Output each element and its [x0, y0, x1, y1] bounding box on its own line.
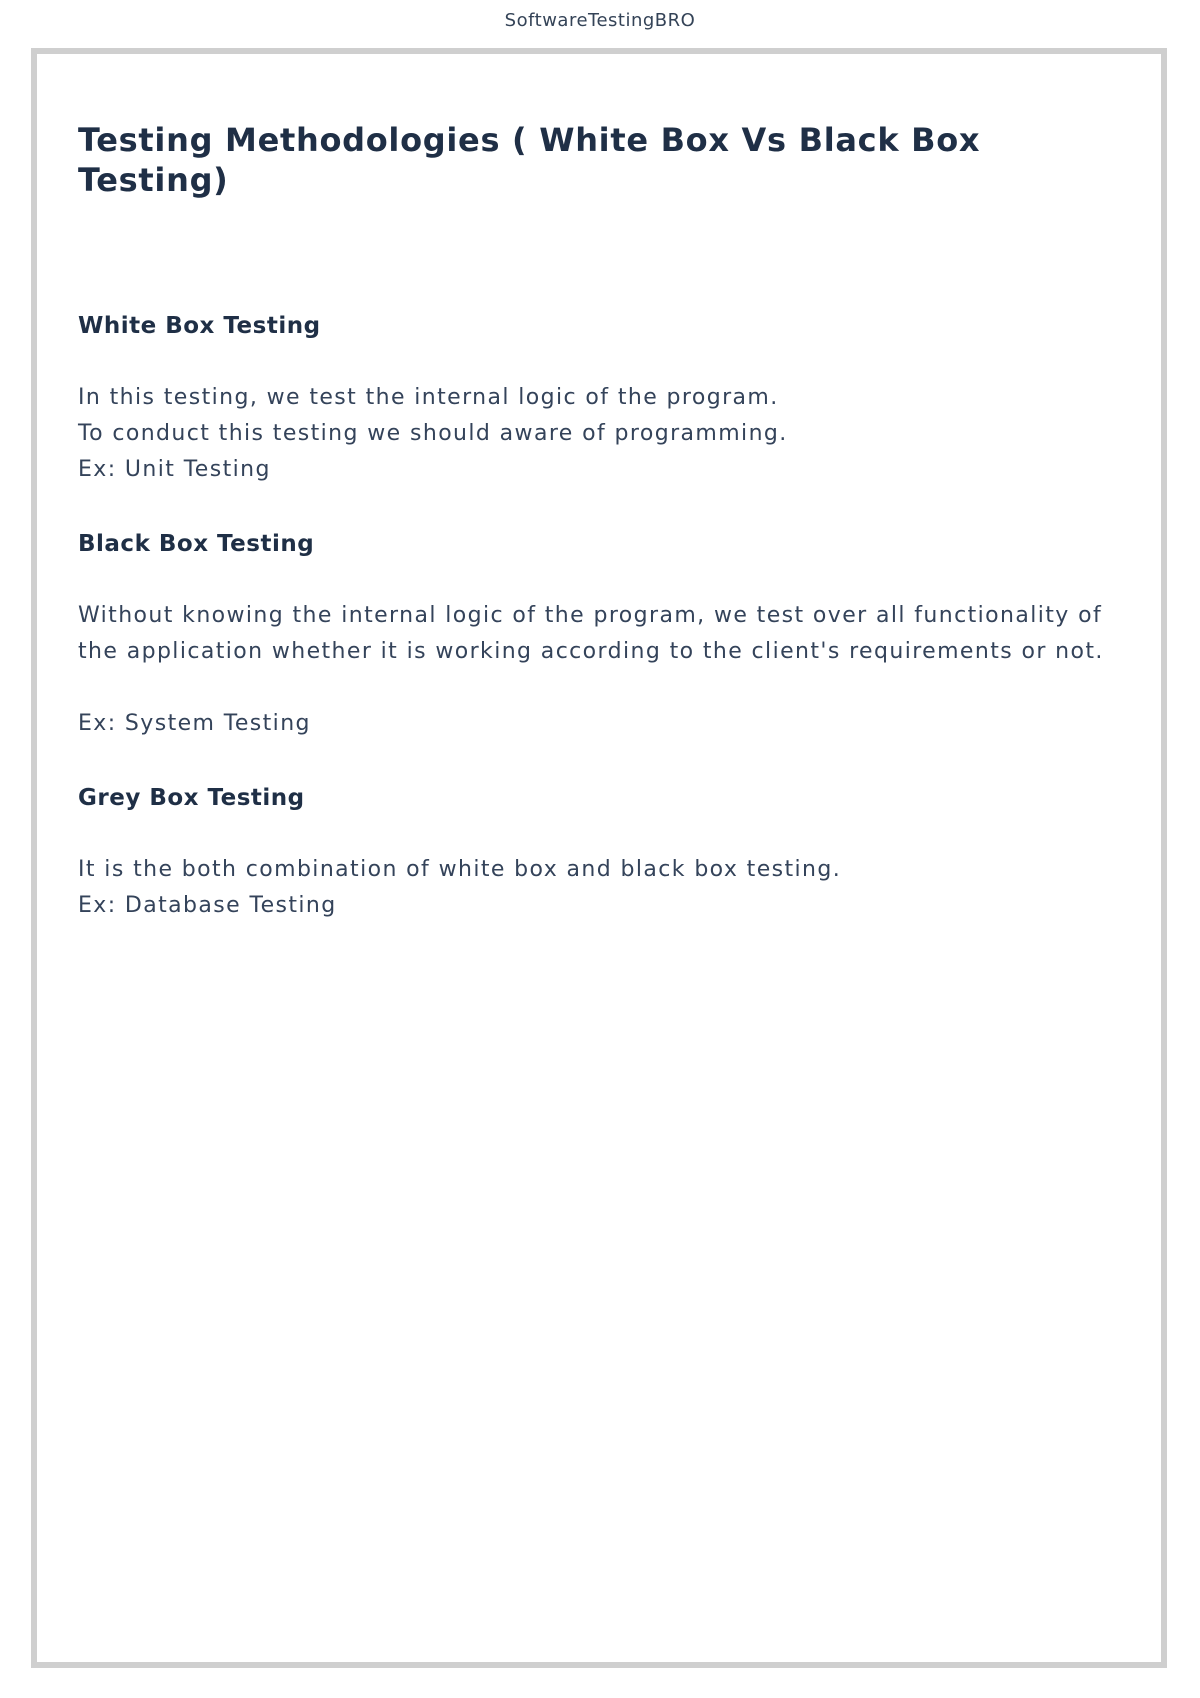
- body-line: the application whether it is working according to the client's requirements or not.: [78, 639, 1104, 664]
- document-title: Testing Methodologies ( White Box Vs Black Box Testing): [78, 121, 981, 199]
- section-heading: Grey Box Testing: [78, 785, 305, 811]
- body-line: To conduct this testing we should aware of programming.: [78, 421, 788, 446]
- example-line: Ex: Unit Testing: [78, 457, 271, 482]
- blank-line: [78, 670, 1138, 706]
- example-line: Ex: Database Testing: [78, 893, 337, 918]
- section-heading: White Box Testing: [78, 313, 321, 339]
- section-heading: Black Box Testing: [78, 531, 315, 557]
- site-header: SoftwareTestingBRO: [504, 10, 696, 31]
- body-line: Without knowing the internal logic of the program, we test over all functionality of: [78, 603, 1103, 628]
- section-grey-box-testing: [78, 782, 1138, 924]
- section-white-box-testing: [78, 310, 1138, 488]
- document-content: [78, 120, 1138, 918]
- section-black-box-testing: [78, 528, 1138, 742]
- body-line: It is the both combination of white box and black box testing.: [78, 857, 842, 882]
- example-line: Ex: System Testing: [78, 711, 311, 736]
- body-line: In this testing, we test the internal logic of the program.: [78, 385, 779, 410]
